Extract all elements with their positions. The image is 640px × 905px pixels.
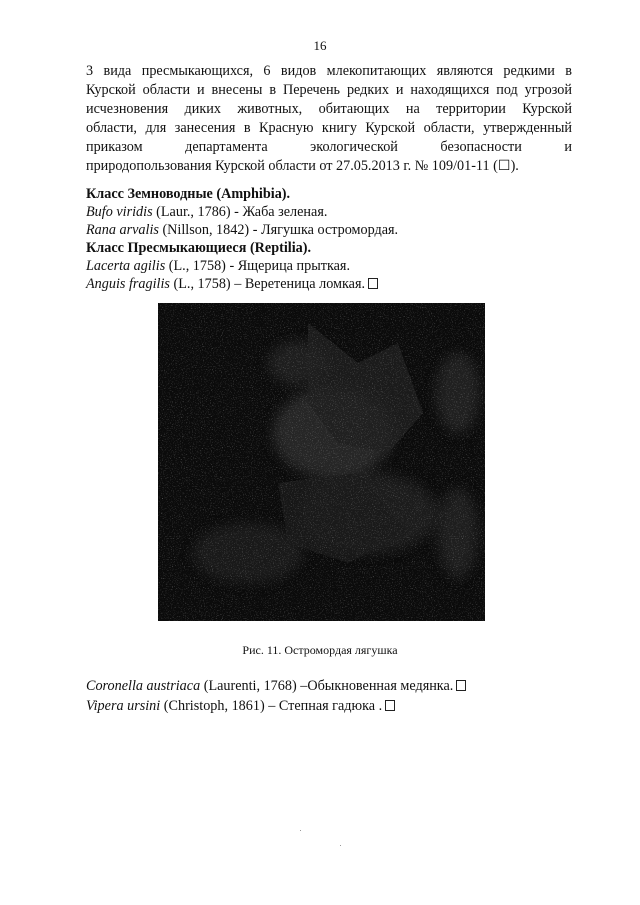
frog-photo-graphic <box>158 303 485 621</box>
common-name: Веретеница ломкая. <box>244 276 366 292</box>
author: (Nillson, 1842) - <box>158 222 261 238</box>
author: (Christoph, 1861) – <box>160 698 279 714</box>
latin-name: Rana arvalis <box>86 222 159 238</box>
intro-paragraph <box>86 62 572 176</box>
common-name: Степная гадюка . <box>278 698 383 714</box>
common-name: Жаба зеленая. <box>242 204 328 220</box>
species-list-after-figure <box>86 676 606 716</box>
author: (L., 1758) – <box>169 276 245 292</box>
species-entry <box>86 696 606 716</box>
latin-name: Anguis fragilis <box>86 276 170 292</box>
species-entry <box>86 203 586 221</box>
latin-name: Vipera ursini <box>86 698 161 714</box>
latin-name: Coronella austriaca <box>86 678 201 694</box>
class-title-amphibia: Класс Земноводные (Amphibia). <box>86 186 291 202</box>
intro-line: природопользования Курской области от 27.05.2013 г. № 109/01-11 (☐). <box>86 158 519 174</box>
common-name: Обыкновенная медянка. <box>307 678 454 694</box>
intro-line: области, для занесения в Красную книгу Курской области, утвержденный <box>86 120 572 136</box>
page-number: 16 <box>313 38 327 53</box>
author: (L., 1758) - <box>165 258 238 274</box>
scan-speck <box>340 845 341 846</box>
intro-line: приказом департамента экологической безопасности и <box>86 139 572 155</box>
figure-caption: Рис. 11. Остромордая лягушка <box>242 643 398 657</box>
latin-name: Lacerta agilis <box>86 258 166 274</box>
intro-line: исчезновения диких животных, обитающих на территории Курской <box>86 101 572 117</box>
author: (Laur., 1786) - <box>152 204 243 220</box>
species-entry <box>86 221 586 239</box>
intro-line: 3 вида пресмыкающихся, 6 видов млекопитающих являются редкими в <box>86 63 572 79</box>
species-entry <box>86 676 606 696</box>
class-title-reptilia: Класс Пресмыкающиеся (Reptilia). <box>86 240 312 256</box>
latin-name: Bufo viridis <box>86 204 153 220</box>
species-list <box>86 185 586 293</box>
missing-glyph-box <box>368 278 378 289</box>
frog-photo <box>158 303 485 621</box>
intro-line: Курской области и внесены в Перечень редких и находящихся под угрозой <box>86 82 572 98</box>
missing-glyph-box <box>385 700 395 711</box>
author: (Laurenti, 1768) – <box>200 678 308 694</box>
species-entry <box>86 275 586 293</box>
missing-glyph-box <box>456 680 466 691</box>
species-entry <box>86 257 586 275</box>
scan-speck <box>300 830 301 831</box>
common-name: Лягушка остромордая. <box>260 222 399 238</box>
common-name: Ящерица прыткая. <box>237 258 350 274</box>
